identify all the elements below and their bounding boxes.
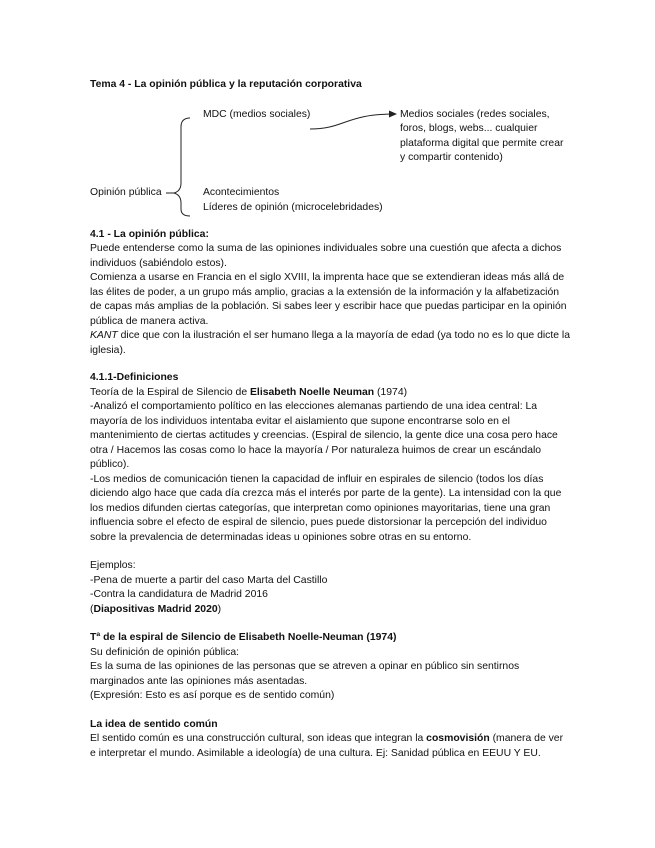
paragraph: Puede entenderse como la suma de las opiniones individuales sobre una cuestión que afecta a dichos individuos (sabiéndolo estos). (90, 243, 562, 269)
medios-sociales-note: Medios sociales (redes sociales, foros, blogs, webs... cualquier plataforma digital que permite crear y compartir contenido) (400, 108, 564, 163)
arrow-head (389, 110, 397, 117)
section-4-1-1 (90, 371, 570, 545)
example-item: -Contra la candidatura de Madrid 2016 (90, 589, 268, 600)
mind-map-root: Opinión pública (90, 186, 162, 198)
cosmovision-term: cosmovisión (426, 733, 490, 744)
theory-year: (1974) (374, 386, 408, 398)
example-item: -Pena de muerte a partir del caso Marta del Castillo (90, 574, 328, 586)
branch-lideres: Líderes de opinión (microcelebridades) (203, 201, 383, 213)
subheading: Su definición de opinión pública: (90, 646, 240, 658)
paren-open: ( (90, 603, 94, 615)
theory-text: Teoría de la Espiral de Silencio de (90, 386, 250, 398)
heading-text: Tª de la espiral de Silencio de (90, 632, 239, 643)
teoria-section (90, 631, 570, 704)
curved-arrow-line (310, 114, 395, 129)
section-heading: La idea de sentido común (90, 718, 218, 730)
page-title: Tema 4 - La opinión pública y la reputación corporativa (90, 79, 362, 90)
paragraph (90, 732, 570, 761)
paragraph (90, 329, 570, 358)
section-heading (90, 631, 570, 646)
branch-acontecimientos: Acontecimientos (203, 186, 280, 198)
theory-author: Elisabeth Noelle Neuman (250, 386, 375, 398)
section-heading: 4.1.1-Definiciones (90, 372, 179, 383)
paragraph: Comienza a usarse en Francia en el siglo XVIII, la imprenta hace que se extendieran ideas más allá de las élites de poder, a un grupo más amplio, gracias a la extensión de la información y la alfabetización de capas más amplias de la población. Si sabes leer y escribir hace que puedas participar en la opinión pública de manera activa. (90, 272, 567, 327)
examples-heading: Ejemplos: (90, 560, 136, 571)
section-heading: 4.1 - La opinión pública: (90, 228, 209, 240)
mind-map (90, 105, 570, 220)
section-4-1 (90, 228, 570, 359)
paragraph: -Los medios de comunicación tienen la capacidad de influir en espirales de silencio (todos los días diciendo algo hace que cada día crezca más el interés por parte de la gente). La intensidad con la que los medios difunden ciertas categorías, que interpretan como opiniones mayoritarias, tiene una gran influencia sobre el efecto de espiral de silencio, pues puede distorsionar la percepción del individuo sobre la prevalencia de determinadas ideas u opiniones sobre otras en su entorno. (90, 473, 562, 543)
branch-mdc: MDC (medios sociales) (203, 108, 311, 120)
paragraph: -Analizó el comportamiento político en las elecciones alemanas partiendo de una idea central: La mayoría de los individuos intentaba evitar el aislamiento que supone encontrarse solo en el mantenimiento de ciertas actitudes y creencias. (Espiral de silencio, la gente dice una cosa pero hace otra / Hacemos las cosas como lo hace la mayoría / Por naturaleza huimos de crear un escándalo público). (90, 401, 558, 470)
paren-close: ) (217, 603, 222, 615)
paragraph: Es la suma de las opiniones de las personas que se atreven a opinar en público sin sentirnos marginados ante las opiniones más asentadas. (90, 661, 520, 687)
heading-author: Elisabeth Noelle-Neuman (238, 632, 364, 643)
examples-section (90, 559, 570, 617)
sentido-comun-section (90, 718, 570, 762)
bracket-line (174, 118, 190, 216)
kant-label: KANT (90, 330, 118, 341)
example-bold: Diapositivas Madrid 2020 (93, 603, 218, 615)
document-page (90, 78, 570, 761)
paragraph-text: El sentido común es una construcción cultural, son ideas que integran la (90, 733, 427, 744)
heading-year: (1974) (363, 632, 397, 643)
theory-line (90, 386, 570, 401)
paragraph: (Expresión: Esto es así porque es de sentido común) (90, 690, 335, 701)
example-item (90, 603, 570, 618)
paragraph-text: dice que con la ilustración el ser humano llega a la mayoría de edad (ya todo no es lo que dicte la iglesia). (90, 330, 570, 356)
paragraph-text: (manera de ver e interpretar el mundo. Asimilable a ideología) de una cultura. Ej: Sanidad pública en EEUU Y EU. (90, 733, 564, 759)
